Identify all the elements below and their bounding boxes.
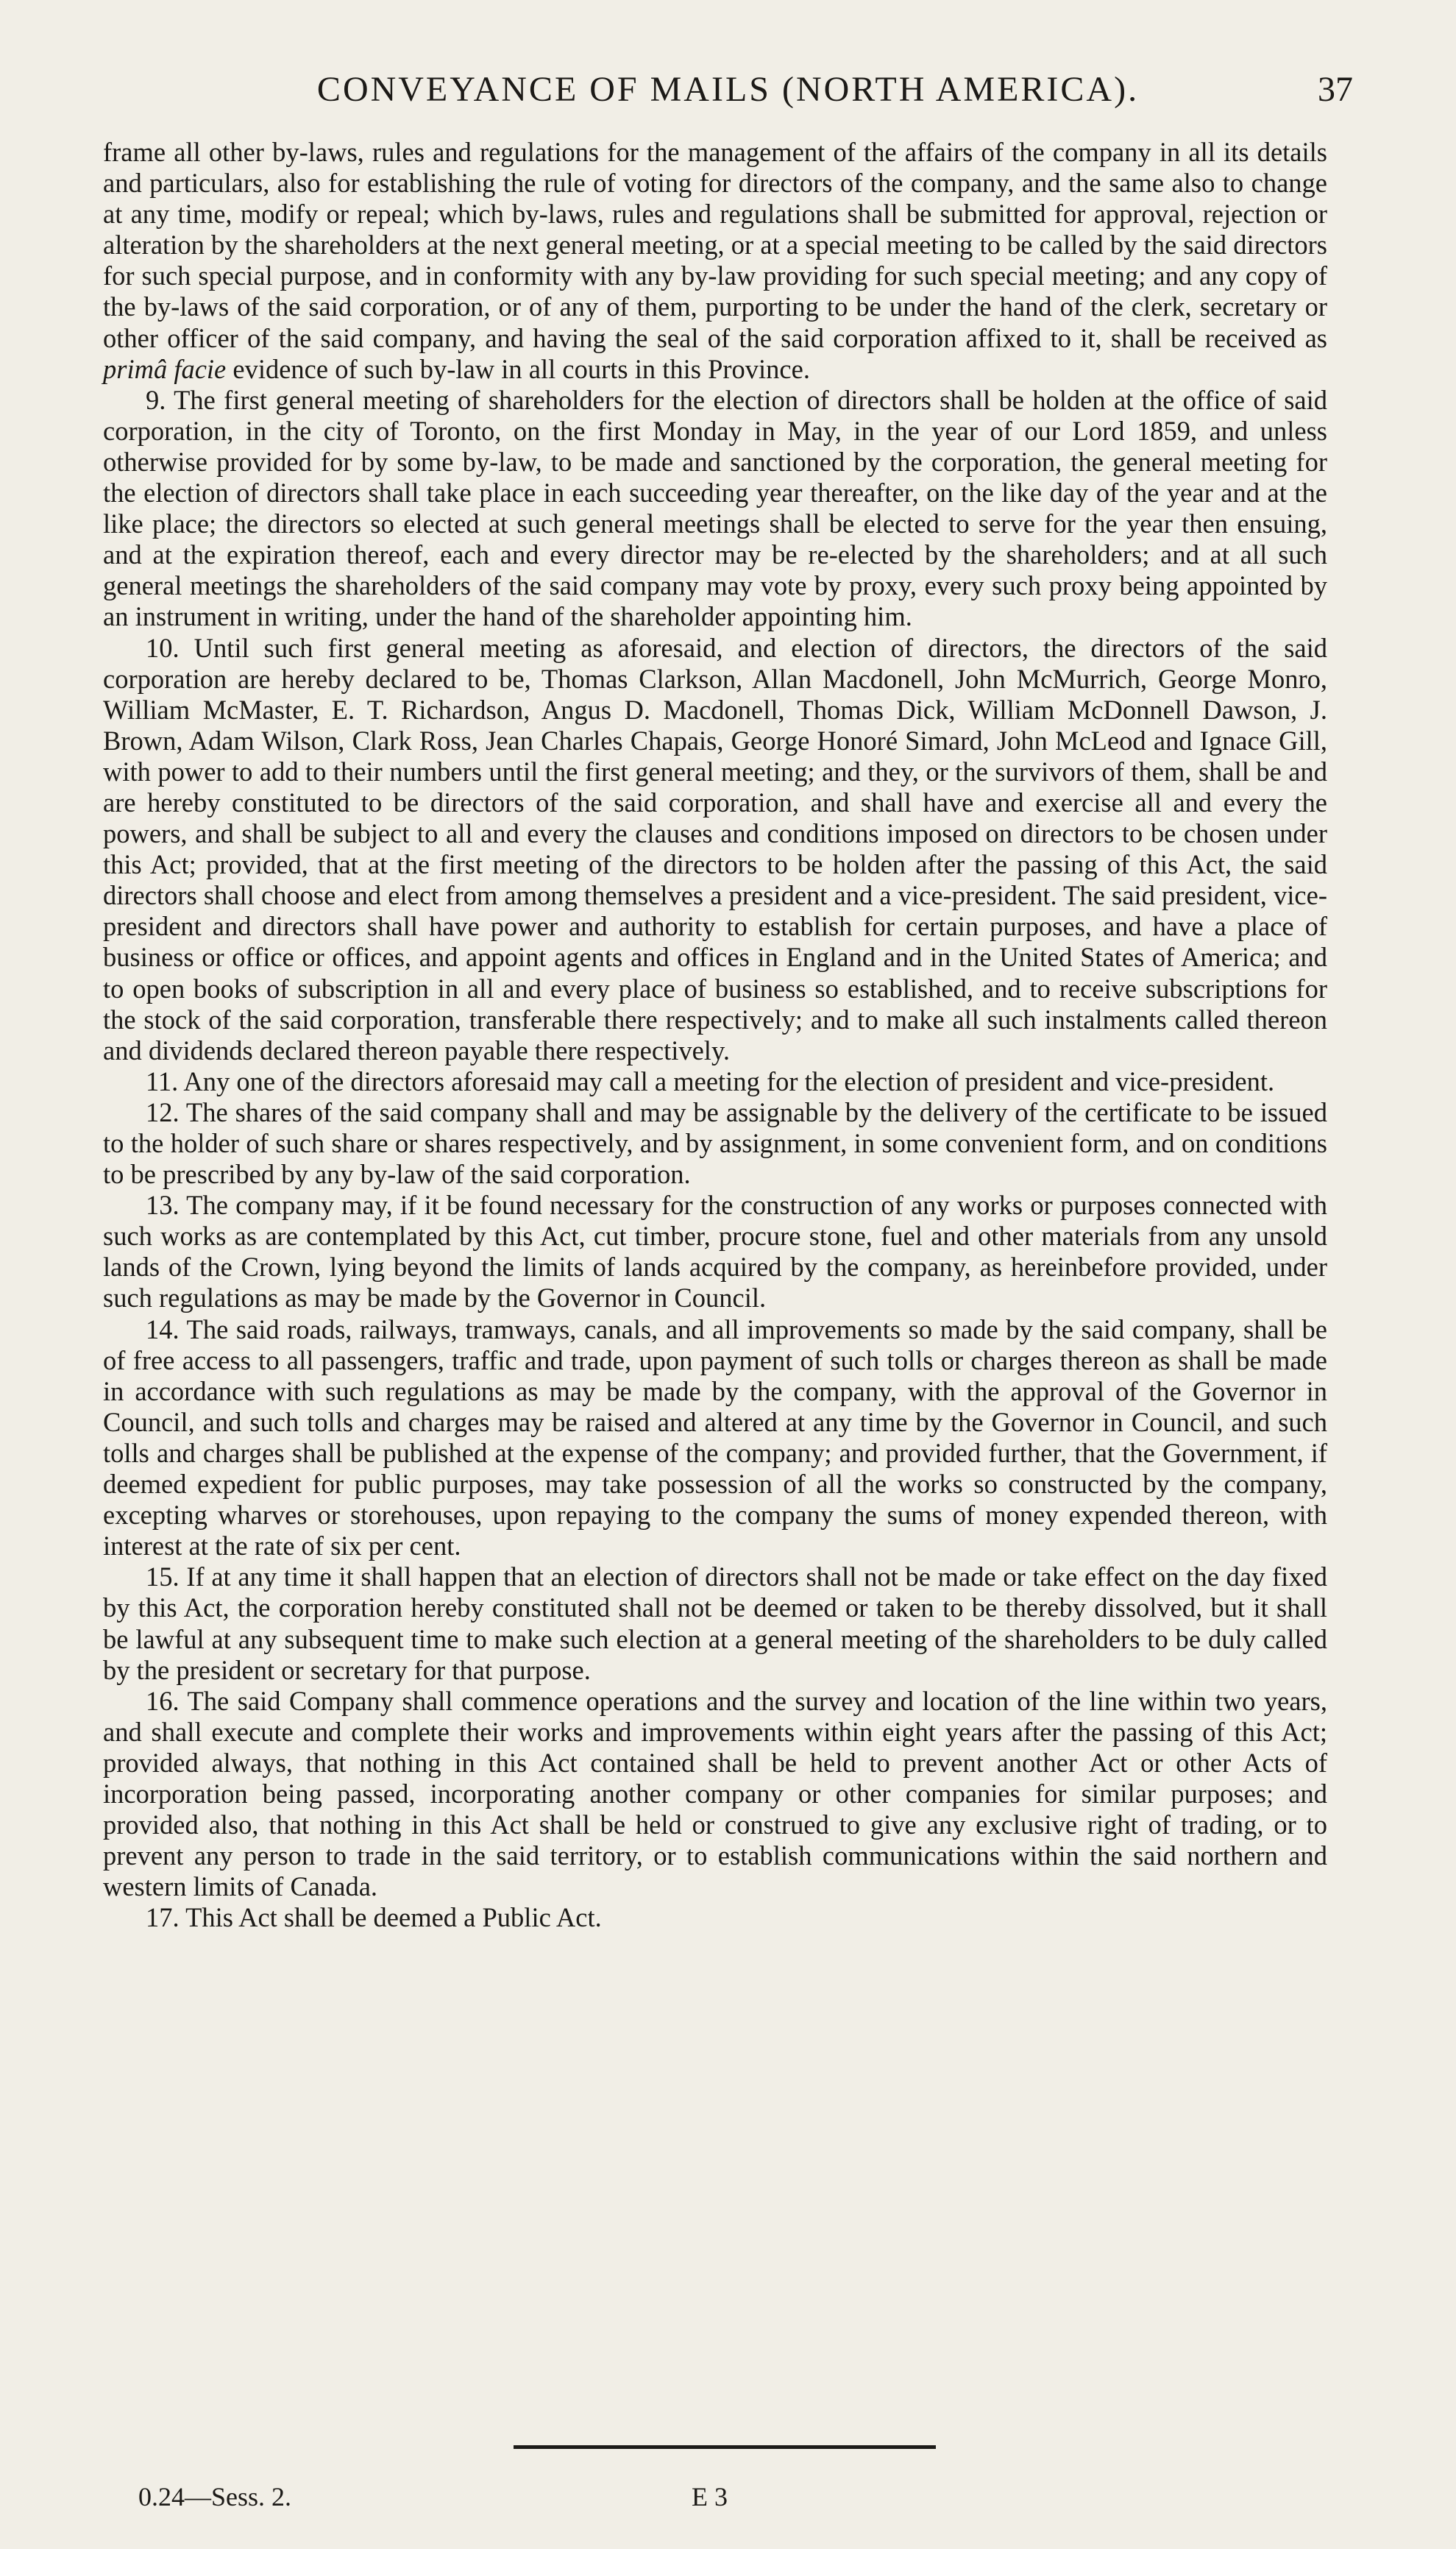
paragraph-continued (103, 137, 1327, 385)
document-body (103, 137, 1327, 1933)
paragraph-text-tail: evidence of such by-law in all courts in this Province. (226, 353, 810, 384)
section-13: 13. The company may, if it be found necessary for the construction of any works or purposes connected with such works as are contemplated by this Act, cut timber, procure stone, fuel and other materials from any unsold lands of the Crown, lying beyond the limits of lands acquired by the company, as hereinbefore provided, under such regulations as may be made by the Governor in Council. (103, 1190, 1327, 1314)
running-head: CONVEYANCE OF MAILS (NORTH AMERICA). (316, 70, 1140, 109)
section-9: 9. The first general meeting of shareholders for the election of directors shall be holden at the office of said corporation, in the city of Toronto, on the first Monday in May, in the year of our Lord 1859, and unless otherwise provided for by some by-law, to be made and sanctioned by the corporation, the general meeting for the election of directors shall take place in each succeeding year thereafter, on the like day of the year and at the like place; the directors so elected at such general meetings shall be elected to serve for the year then ensuing, and at the expiration thereof, each and every director may be re-elected by the shareholders; and at all such general meetings the shareholders of the said company may vote by proxy, every such proxy being appointed by an instrument in writing, under the hand of the shareholder appointing him. (103, 384, 1327, 632)
page-number: 37 (1318, 70, 1353, 109)
paragraph-text: frame all other by-laws, rules and regulations for the management of the affairs of the company in all its details and particulars, also for establishing the rule of voting for directors of the company, and the same also to change at any time, modify or repeal; which by-laws, rules and regulations shall be submitted for approval, rejection or alteration by the shareholders at the next general meeting, or at a special meeting to be called by the said directors for such special purpose, and in conformity with any by-law providing for such special meeting; and any copy of the by-laws of the said corporation, or of any of them, purporting to be under the hand of the clerk, secretary or other officer of the said company, and having the seal of the said corporation affixed to it, shall be received as (103, 137, 1327, 353)
section-12: 12. The shares of the said company shall and may be assignable by the delivery of the certificate to be issued to the holder of such share or shares respectively, and by assignment, in some convenient form, and on conditions to be prescribed by any by-law of the said corporation. (103, 1096, 1327, 1190)
section-16: 16. The said Company shall commence operations and the survey and location of the line within two years, and shall execute and complete their works and improvements within eight years after the passing of this Act; provided always, that nothing in this Act contained shall be held to prevent another Act or other Acts of incorporation being passed, incorporating another company or other companies for similar purposes; and provided also, that nothing in this Act shall be held or construed to give any exclusive right of trading, or to prevent any person to trade in the said territory, or to establish communications within the said northern and western limits of Canada. (103, 1685, 1327, 1902)
section-11: 11. Any one of the directors aforesaid may call a meeting for the election of president and vice-president. (146, 1066, 1275, 1096)
section-14: 14. The said roads, railways, tramways, canals, and all improvements so made by the said company, shall be of free access to all passengers, traffic and trade, upon payment of such tolls or charges thereon as shall be made in accordance with such regulations as may be made by the company, with the approval of the Governor in Council, and such tolls and charges may be raised and altered at any time by the Governor in Council, and such tolls and charges shall be published at the expense of the company; and provided further, that the Government, if deemed expedient for public purposes, may take possession of all the works so constructed by the company, excepting wharves or storehouses, upon repaying to the company the sums of money expended thereon, with interest at the rate of six per cent. (103, 1314, 1327, 1561)
section-15: 15. If at any time it shall happen that an election of directors shall not be made or take effect on the day fixed by this Act, the corporation hereby constituted shall not be deemed or taken to be thereby dissolved, but it shall be lawful at any subsequent time to make such election at a general meeting of the shareholders to be duly called by the president or secretary for that purpose. (103, 1561, 1327, 1685)
end-rule (514, 2445, 936, 2449)
section-10: 10. Until such first general meeting as aforesaid, and election of directors, the directors of the said corporation are hereby declared to be, Thomas Clarkson, Allan Macdonell, John McMurrich, George Monro, William McMaster, E. T. Richardson, Angus D. Macdonell, Thomas Dick, William McDonnell Dawson, J. Brown, Adam Wilson, Clark Ross, Jean Charles Chapais, George Honoré Simard, John McLeod and Ignace Gill, with power to add to their numbers until the first general meeting; and they, or the survivors of them, shall be and are hereby constituted to be directors of the said corporation, and shall have and exercise all and every the powers, and shall be subject to all and every the clauses and conditions imposed on directors to be chosen under this Act; provided, that at the first meeting of the directors to be holden after the passing of this Act, the said directors shall choose and elect from among themselves a president and a vice-president. The said president, vice-president and directors shall have power and authority to establish for certain purposes, and have a place of business or office or offices, and appoint agents and offices in England and in the United States of America; and to open books of subscription in all and every place of business so established, and to receive subscriptions for the stock of the said corporation, transferable there respectively; and to make all such instalments called thereon and dividends declared thereon payable there respectively. (103, 632, 1327, 1066)
italic-phrase: primâ facie (103, 353, 227, 384)
footer-signature: E 3 (692, 2482, 728, 2511)
section-17: 17. This Act shall be deemed a Public Act. (146, 1902, 602, 1933)
page-header (103, 60, 1353, 119)
footer-session: 0.24—Sess. 2. (138, 2482, 292, 2511)
